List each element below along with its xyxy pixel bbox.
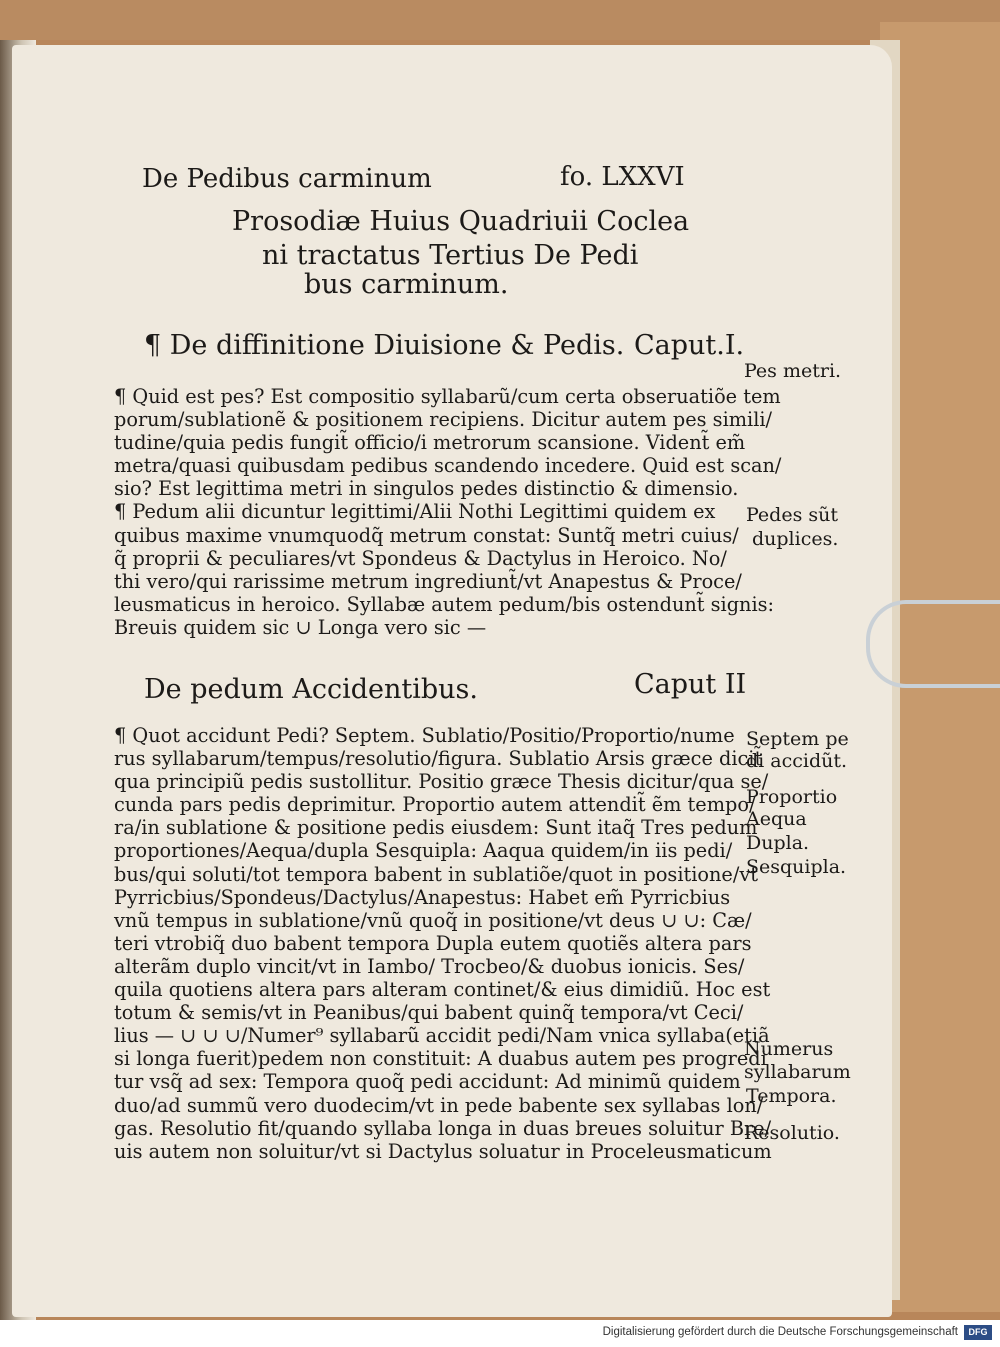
text-line: rus syllabarum/tempus/resolutio/figura. Sublatio Arsis græce dicit̃	[114, 747, 763, 771]
binding-board-top	[0, 0, 1000, 40]
margin-note-septem: Septem pe	[746, 728, 849, 750]
margin-note-syllabarum: syllabarum	[744, 1061, 851, 1083]
dfg-logo: DFG	[964, 1325, 992, 1340]
text-line: teri vtrobiq̃ duo babent tempora Dupla eutem quotiẽs altera pars	[114, 931, 752, 955]
text-line: uis autem non soluitur/vt si Dactylus soluatur in Proceleusmaticum	[114, 1139, 772, 1163]
margin-note-dupla: Dupla.	[746, 832, 810, 854]
text-line: bus/qui soluti/tot tempora babent in sublatiõe/quot in positione/vt	[114, 862, 758, 886]
text-line: vnũ tempus in sublatione/vnũ quoq̃ in positione/vt deus ∪ ∪: Cæ/	[114, 908, 752, 932]
margin-note-accidunt: di accidũt.	[746, 750, 848, 772]
text-line: q̃ proprii & peculiares/vt Spondeus & Dactylus in Heroico. No/	[114, 546, 727, 570]
margin-note-tempora: Tempora.	[746, 1085, 837, 1107]
margin-note-numerus: Numerus	[744, 1038, 834, 1060]
text-line: ¶ Pedum alii dicuntur legittimi/Alii Nothi Legittimi quidem ex	[114, 500, 716, 524]
text-line: thi vero/qui rarissime metrum ingrediunt̃/vt Anapestus & Proce/	[114, 569, 742, 593]
text-line: duo/ad summũ vero duodecim/vt in pede babente sex syllabas lon/	[114, 1093, 764, 1117]
title-line-2: ni tractatus Tertius De Pedi	[262, 240, 639, 271]
title-line-1: Prosodiæ Huius Quadriuii Coclea	[232, 206, 690, 237]
funding-credit: Digitalisierung gefördert durch die Deutsche Forschungsgemeinschaft	[602, 1326, 958, 1338]
text-line: lius — ∪ ∪ ∪/Numer⁹ syllabarũ accidit pedi/Nam vnica syllaba(etiã	[114, 1024, 770, 1048]
paragraph-1	[114, 385, 781, 639]
text-line: Pyrricbius/Spondeus/Dactylus/Anapestus: Habet em̃ Pyrricbius	[114, 885, 731, 909]
text-line: ¶ Quot accidunt Pedi? Septem. Sublatio/Positio/Proportio/nume	[114, 724, 735, 747]
margin-note-duplices: duplices.	[752, 528, 839, 550]
margin-note-pes-metri: Pes metri.	[744, 360, 842, 382]
text-line: tudine/quia pedis fungit̃ officio/i metrorum scansione. Vident̃ em̃	[114, 431, 746, 455]
text-line: cunda pars pedis deprimitur. Proportio autem attendit̃ ẽm tempo/	[114, 793, 756, 817]
text-line: ra/in sublatione & positione pedis eiusdem: Sunt itaq̃ Tres pedum	[114, 816, 758, 840]
running-header-left: De Pedibus carminum	[142, 164, 432, 194]
text-line: Breuis quidem sic ∪ Longa vero sic —	[114, 615, 487, 639]
text-line: tur vsq̃ ad sex: Tempora quoq̃ pedi accidunt: Ad minimũ quidem	[114, 1070, 741, 1094]
margin-note-proportio: Proportio	[746, 786, 838, 808]
chapter-1-heading: ¶ De diffinitione Diuisione & Pedis.	[144, 330, 625, 361]
chapter-2-heading: De pedum Accidentibus.	[144, 674, 478, 705]
footer-bar	[0, 1320, 1000, 1347]
text-line: quibus maxime vnumquodq̃ metrum constat: Suntq̃ metri cuius/	[114, 523, 739, 547]
title-line-3: bus carminum.	[304, 269, 509, 300]
folio-number: fo. LXXVI	[560, 162, 685, 192]
text-line: alterãm duplo vincit/vt in Iambo/ Trocbeo/& duobus ionicis. Ses/	[114, 954, 745, 978]
text-line: qua principiũ pedis sustollitur. Positio græce Thesis dicitur/qua se/	[114, 770, 769, 794]
chapter-2-caput: Caput II	[634, 669, 747, 700]
text-line: proportiones/Aequa/dupla Sesquipla: Aaqua quidem/in iis pedi/	[114, 839, 733, 863]
margin-note-aequa: Aequa	[746, 808, 807, 830]
paper-clip	[866, 600, 1000, 688]
text-line: ¶ Quid est pes? Est compositio syllabarũ/cum certa obseruatiõe tem	[114, 385, 781, 408]
text-line: totum & semis/vt in Peanibus/qui babent quinq̃ tempora/vt Ceci/	[114, 1001, 744, 1025]
text-line: leusmaticus in heroico. Syllabæ autem pedum/bis ostendunt̃ signis:	[114, 592, 775, 616]
margin-note-resolutio: Resolutio.	[744, 1122, 840, 1144]
paragraph-2	[114, 724, 772, 1163]
text-line: quila quotiens altera pars alteram continet/& eius dimidiũ. Hoc est	[114, 978, 771, 1002]
text-line: sio? Est legittima metri in singulos pedes distinctio & dimensio.	[114, 477, 739, 501]
chapter-1-caput: Caput.I.	[634, 330, 745, 361]
text-line: gas. Resolutio fit/quando syllaba longa in duas breues soluitur Bre/	[114, 1116, 772, 1140]
margin-note-sesquipla: Sesquipla.	[746, 856, 847, 878]
text-line: si longa fuerit)pedem non constituit: A duabus autem pes progredi	[114, 1047, 767, 1071]
text-line: porum/sublationẽ & positionem recipiens. Dicitur autem pes simili/	[114, 408, 773, 432]
text-line: metra/quasi quibusdam pedibus scandendo incedere. Quid est scan/	[114, 454, 782, 478]
margin-note-pedes: Pedes sũt	[746, 504, 838, 526]
